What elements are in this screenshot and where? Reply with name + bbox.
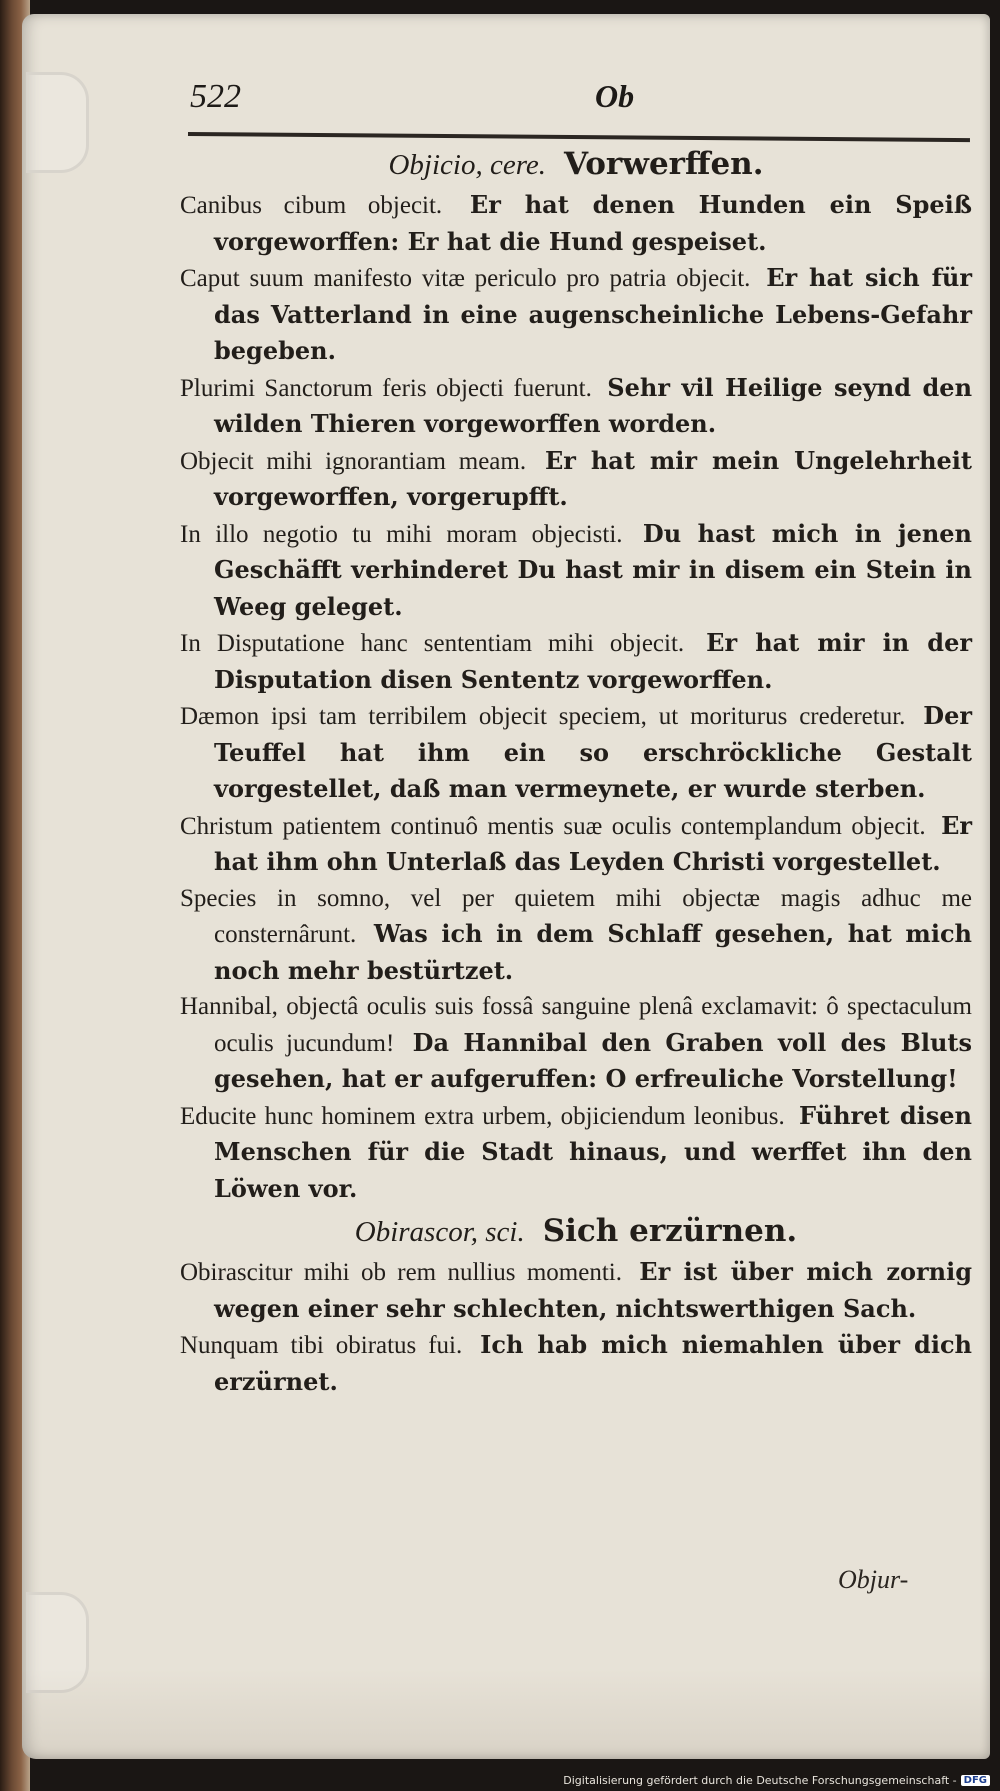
entry-latin: Caput suum manifesto vitæ periculo pro patria objecit. [180, 265, 751, 293]
dictionary-text [180, 146, 972, 1400]
catchword: Objur- [838, 1565, 909, 1594]
footer-text: Digitalisierung gefördert durch die Deutsche Forschungsgemeinschaft - [563, 1774, 957, 1787]
page-header [190, 78, 970, 128]
entry-german: Ich hab mich niemahlen über dich erzürnet. [214, 1330, 972, 1396]
entry [180, 808, 972, 881]
entry-german: Führet disen Menschen für die Stadt hinaus, und werffet ihn den Löwen vor. [214, 1100, 972, 1203]
entry-german: Er hat denen Hunden ein Speiß vorgeworffen: Er hat die Hund gespeiset. [214, 190, 972, 256]
entry-german: Der Teuffel hat ihm ein so erschröckliche Gestalt vorgestellet, daß man vermeynete, er wurde sterben. [214, 701, 972, 804]
entry [180, 443, 972, 516]
entry [180, 698, 972, 808]
entry-latin: Nunquam tibi obiratus fui. [180, 1332, 463, 1360]
entry-german: Sehr vil Heilige seynd den wilden Thieren vorgeworffen worden. [214, 372, 973, 439]
entry [180, 1327, 972, 1400]
entry-latin: In Disputatione hanc sententiam mihi objecit. [180, 630, 685, 658]
entry [180, 625, 972, 698]
entry-latin: Educite hunc hominem extra urbem, objiciendum leonibus. [180, 1102, 785, 1130]
running-head: Ob [595, 78, 635, 114]
entry-latin: Species in somno, vel per quietem mihi objectæ magis adhuc me consternârunt. [180, 884, 972, 949]
headword-latin: Obirascor, sci. [354, 1216, 525, 1249]
digitization-footer [563, 1774, 990, 1787]
entry [180, 187, 972, 260]
headword [180, 146, 972, 183]
entry [180, 989, 972, 1098]
page-number: 522 [190, 78, 241, 115]
entry-latin: Objecit mihi ignorantiam meam. [180, 447, 527, 475]
entry-latin: Plurimi Sanctorum feris objecti fuerunt. [180, 374, 592, 402]
entry-latin: In illo negotio tu mihi moram objecisti. [180, 520, 623, 548]
entry-german: Er hat mir mein Ungelehrheit vorgeworffen, vorgerupfft. [214, 445, 972, 512]
entry-latin: Dæmon ipsi tam terribilem objecit speciem, ut moriturus crederetur. [180, 703, 906, 731]
entry [180, 1098, 972, 1208]
entry-latin: Hannibal, objectâ oculis suis fossâ sanguine plenâ exclamavit: ô spectaculum oculis jucundum! [180, 993, 972, 1057]
entry [180, 1254, 972, 1327]
page-clip-top [26, 72, 89, 173]
entry-german: Er ist über mich zornig wegen einer sehr schlechten, nichtswerthigen Sach. [214, 1257, 972, 1323]
entry-latin: Canibus cibum objecit. [180, 192, 443, 220]
entry [180, 516, 972, 626]
entry-german: Was ich in dem Schlaff gesehen, hat mich noch mehr bestürtzet. [214, 919, 973, 985]
headword-german: Sich erzürnen. [542, 1213, 798, 1250]
entry-german: Er hat mir in der Disputation disen Sententz vorgeworffen. [214, 628, 972, 694]
entry-german: Da Hannibal den Graben voll des Bluts gesehen, hat er aufgeruffen: O erfreuliche Vorstellung! [214, 1027, 973, 1094]
headword-latin: Objicio, cere. [388, 149, 547, 181]
entry-german: Er hat sich für das Vatterland in eine augenscheinliche Lebens-Gefahr begeben. [214, 263, 973, 366]
headword-german: Vorwerffen. [564, 146, 764, 182]
dfg-logo: DFG [961, 1775, 990, 1786]
entry [180, 370, 972, 443]
entry-latin: Obirascitur mihi ob rem nullius momenti. [180, 1259, 622, 1287]
entry [180, 881, 972, 990]
page-clip-bottom [26, 1592, 89, 1693]
entry-german: Du hast mich in jenen Geschäfft verhinderet Du hast mir in disem ein Stein in Weeg geleget. [214, 518, 973, 621]
headword [180, 1213, 972, 1250]
entry [180, 260, 972, 370]
entry-german: Er hat ihm ohn Unterlaß das Leyden Christi vorgestellet. [214, 810, 973, 877]
entry-latin: Christum patientem continuô mentis suæ oculis contemplandum objecit. [180, 812, 926, 840]
